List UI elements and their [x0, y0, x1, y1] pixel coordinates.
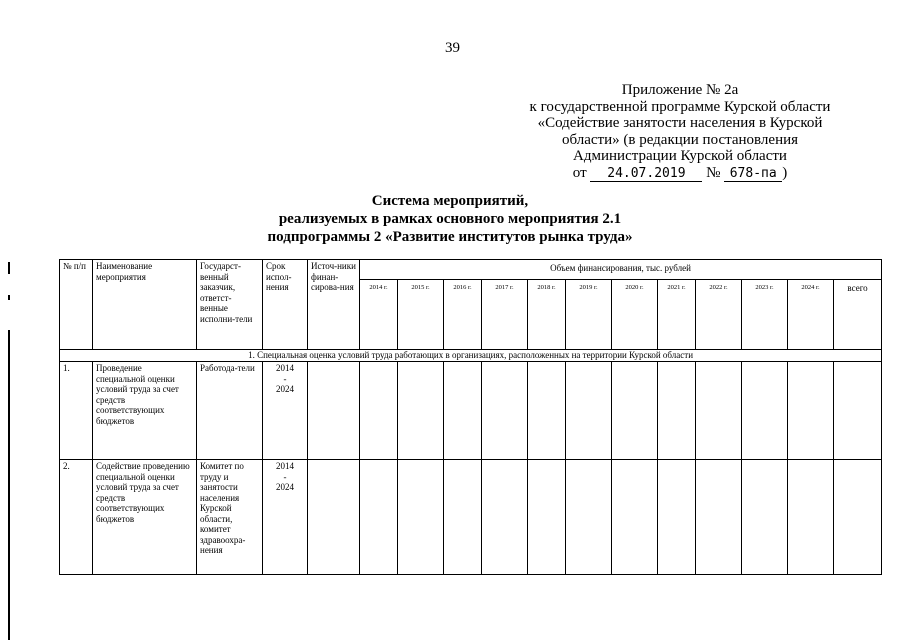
- header-year: 2016 г.: [444, 280, 482, 350]
- header-name: Наименование мероприятия: [93, 260, 197, 350]
- term-start: 2014: [276, 363, 294, 373]
- row-cell: [788, 460, 834, 575]
- header-source: Источ-ники финан-сирова-ния: [308, 260, 360, 350]
- row-term: [263, 460, 308, 575]
- row-cell: [360, 362, 398, 460]
- appendix-line: «Содействие занятости населения в Курской: [537, 115, 823, 131]
- table-row: [60, 362, 882, 460]
- page-number: 39: [445, 40, 460, 56]
- margin-mark: [8, 295, 10, 300]
- header-funding: Объем финансирования, тыс. рублей: [360, 260, 882, 280]
- row-cell: [788, 362, 834, 460]
- appendix-line: Приложение № 2а: [621, 82, 739, 98]
- document-title: [150, 192, 750, 246]
- row-cell: [742, 362, 788, 460]
- term-dash: -: [283, 471, 287, 482]
- row-cell: [444, 362, 482, 460]
- row-cell: [696, 362, 742, 460]
- row-cell: [528, 460, 566, 575]
- closing-paren: ): [782, 164, 788, 181]
- row-name: Проведение специальной оценки условий труда за счет средств соответствующих бюджетов: [93, 362, 197, 460]
- appendix-line: области» (в редакции постановления: [561, 131, 799, 148]
- row-cell: [742, 460, 788, 575]
- appendix-line: к государственной программе Курской области: [529, 98, 831, 115]
- number-label: №: [706, 164, 721, 181]
- row-cell: [834, 460, 882, 575]
- section-heading: 1. Специальная оценка условий труда работающих в организациях, расположенных на территории Курской области: [60, 350, 882, 362]
- header-year: 2020 г.: [612, 280, 658, 350]
- row-cell: [482, 460, 528, 575]
- margin-mark: [8, 262, 10, 274]
- header-year: 2021 г.: [658, 280, 696, 350]
- header-year: 2018 г.: [528, 280, 566, 350]
- appendix-line: Администрации Курской области: [573, 148, 787, 164]
- from-label: от: [572, 164, 587, 181]
- resolution-date: 24.07.2019: [590, 167, 702, 182]
- row-cell: [696, 460, 742, 575]
- binding-line: [8, 330, 10, 640]
- header-year: 2017 г.: [482, 280, 528, 350]
- row-cell: [612, 362, 658, 460]
- term-end: 2024: [276, 384, 294, 394]
- measures-table: [59, 259, 882, 575]
- row-num: 2.: [60, 460, 93, 575]
- header-year: 2024 г.: [788, 280, 834, 350]
- header-year: 2023 г.: [742, 280, 788, 350]
- row-cell: [398, 362, 444, 460]
- header-year: 2022 г.: [696, 280, 742, 350]
- row-cell: [834, 362, 882, 460]
- appendix-block: [470, 82, 890, 182]
- row-num: 1.: [60, 362, 93, 460]
- title-line: Система мероприятий,: [371, 193, 529, 209]
- title-line: подпрограммы 2 «Развитие институтов рынка труда»: [267, 229, 633, 245]
- header-year: 2015 г.: [398, 280, 444, 350]
- row-source: [308, 362, 360, 460]
- table-row: [60, 460, 882, 575]
- header-year: 2019 г.: [566, 280, 612, 350]
- row-cell: [482, 362, 528, 460]
- row-customer: Работода-тели: [197, 362, 263, 460]
- row-term: [263, 362, 308, 460]
- header-term: Срок испол-нения: [263, 260, 308, 350]
- title-line: реализуемых в рамках основного мероприятия 2.1: [278, 211, 622, 227]
- term-start: 2014: [276, 461, 294, 471]
- row-cell: [658, 362, 696, 460]
- resolution-number: 678-па: [724, 167, 782, 182]
- header-year: 2014 г.: [360, 280, 398, 350]
- row-name: Содействие проведению специальной оценки условий труда за счет средств соответствующих бюджетов: [93, 460, 197, 575]
- term-end: 2024: [276, 482, 294, 492]
- row-source: [308, 460, 360, 575]
- row-cell: [566, 362, 612, 460]
- row-cell: [444, 460, 482, 575]
- row-cell: [612, 460, 658, 575]
- row-cell: [658, 460, 696, 575]
- header-total: всего: [834, 280, 882, 350]
- appendix-date-line: [470, 165, 890, 182]
- term-dash: -: [283, 373, 287, 384]
- row-cell: [398, 460, 444, 575]
- header-customer: Государст-венный заказчик, ответст-венные исполни-тели: [197, 260, 263, 350]
- header-num: № п/п: [60, 260, 93, 350]
- row-customer: Комитет по труду и занятости населения Курской области, комитет здравоохра-нения: [197, 460, 263, 575]
- row-cell: [528, 362, 566, 460]
- row-cell: [360, 460, 398, 575]
- row-cell: [566, 460, 612, 575]
